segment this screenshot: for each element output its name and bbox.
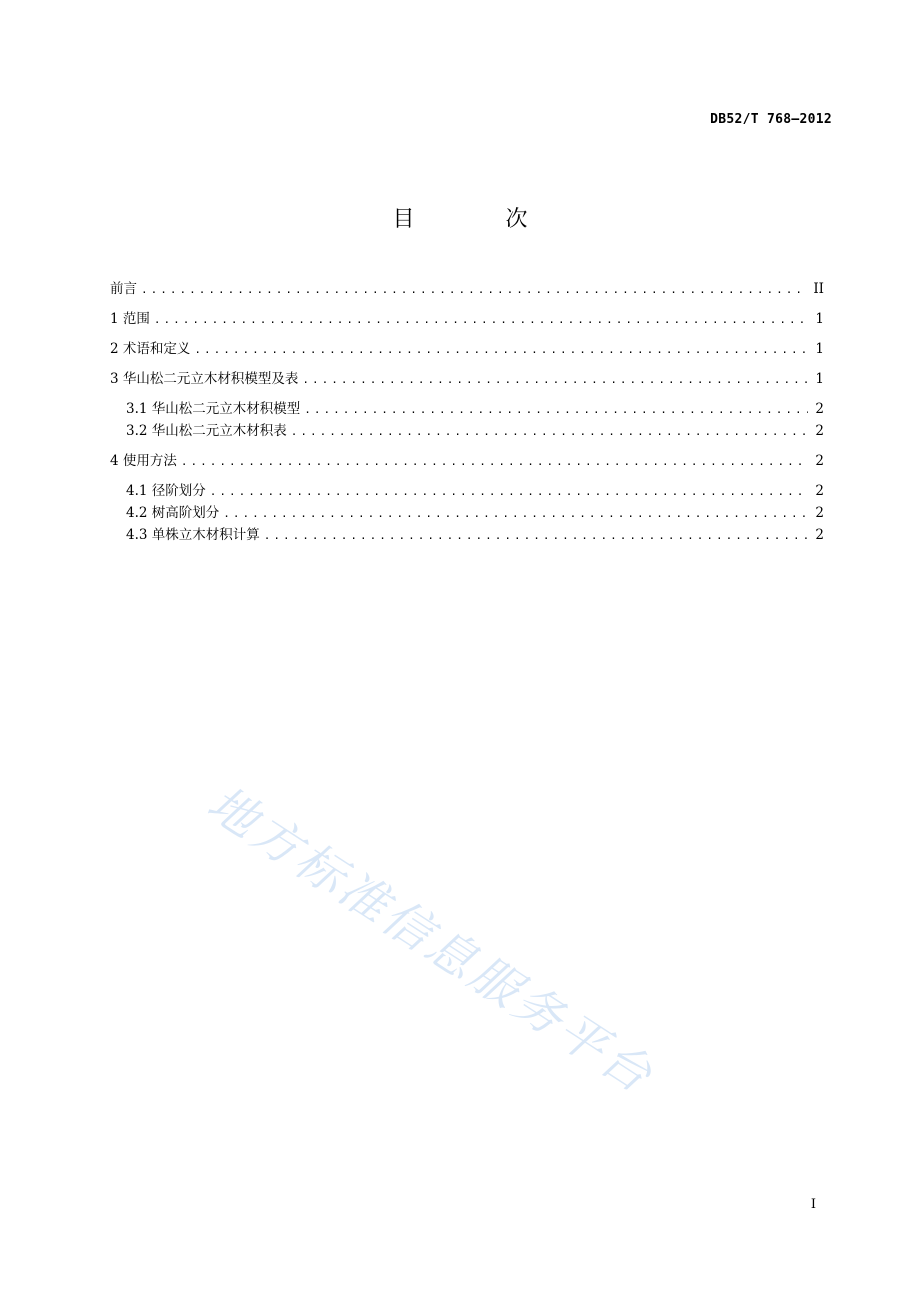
toc-leader-dots xyxy=(194,339,808,361)
toc-entry-page: 2 xyxy=(815,401,824,417)
page-number: I xyxy=(810,1197,816,1212)
toc-entry-label: 4 使用方法 xyxy=(110,453,177,469)
toc-entry-volume-calculation[interactable] xyxy=(110,524,824,546)
toc-entry-page: 2 xyxy=(815,483,824,499)
toc-entry-label: 3.1 华山松二元立木材积模型 xyxy=(126,401,301,417)
toc-entry-page: 1 xyxy=(815,341,824,357)
toc-entry-table[interactable] xyxy=(110,420,824,442)
toc-leader-dots xyxy=(181,451,808,473)
toc-entry-label: 2 术语和定义 xyxy=(110,341,191,357)
toc-entry-model[interactable] xyxy=(110,398,824,420)
watermark: 地方标准信息服务平台 xyxy=(197,775,665,1106)
toc-entry-page: II xyxy=(813,281,824,297)
toc-entry-label: 4.1 径阶划分 xyxy=(126,483,206,499)
toc-entry-page: 1 xyxy=(815,311,824,327)
toc-entry-label: 4.3 单株立木材积计算 xyxy=(126,527,260,543)
toc-entry-usage[interactable] xyxy=(110,450,824,472)
toc-entry-scope[interactable] xyxy=(110,308,824,330)
toc-entry-label: 3 华山松二元立木材积模型及表 xyxy=(110,371,299,387)
toc-entry-label: 1 范围 xyxy=(110,311,150,327)
toc-entry-page: 2 xyxy=(815,527,824,543)
toc-entry-page: 2 xyxy=(815,423,824,439)
toc-leader-dots xyxy=(154,309,808,331)
toc-entry-page: 2 xyxy=(815,453,824,469)
toc-entry-foreword[interactable] xyxy=(110,278,824,300)
toc-entry-height-class[interactable] xyxy=(110,502,824,524)
toc-entry-model-and-table[interactable] xyxy=(110,368,824,390)
toc-entry-label: 4.2 树高阶划分 xyxy=(126,505,220,521)
toc-leader-dots xyxy=(304,399,808,421)
toc-leader-dots xyxy=(291,421,808,443)
toc-leader-dots xyxy=(302,369,808,391)
toc-leader-dots xyxy=(264,525,808,547)
table-of-contents xyxy=(110,278,824,546)
toc-entry-label: 前言 xyxy=(110,281,137,297)
toc-entry-diameter-class[interactable] xyxy=(110,480,824,502)
toc-entry-page: 1 xyxy=(815,371,824,387)
page-title: 目 次 xyxy=(392,207,570,232)
toc-leader-dots xyxy=(223,503,808,525)
document-code: DB52/T 768—2012 xyxy=(710,112,832,127)
toc-entry-label: 3.2 华山松二元立木材积表 xyxy=(126,423,287,439)
toc-leader-dots xyxy=(141,279,807,301)
toc-entry-page: 2 xyxy=(815,505,824,521)
toc-leader-dots xyxy=(210,481,808,503)
toc-entry-terms[interactable] xyxy=(110,338,824,360)
